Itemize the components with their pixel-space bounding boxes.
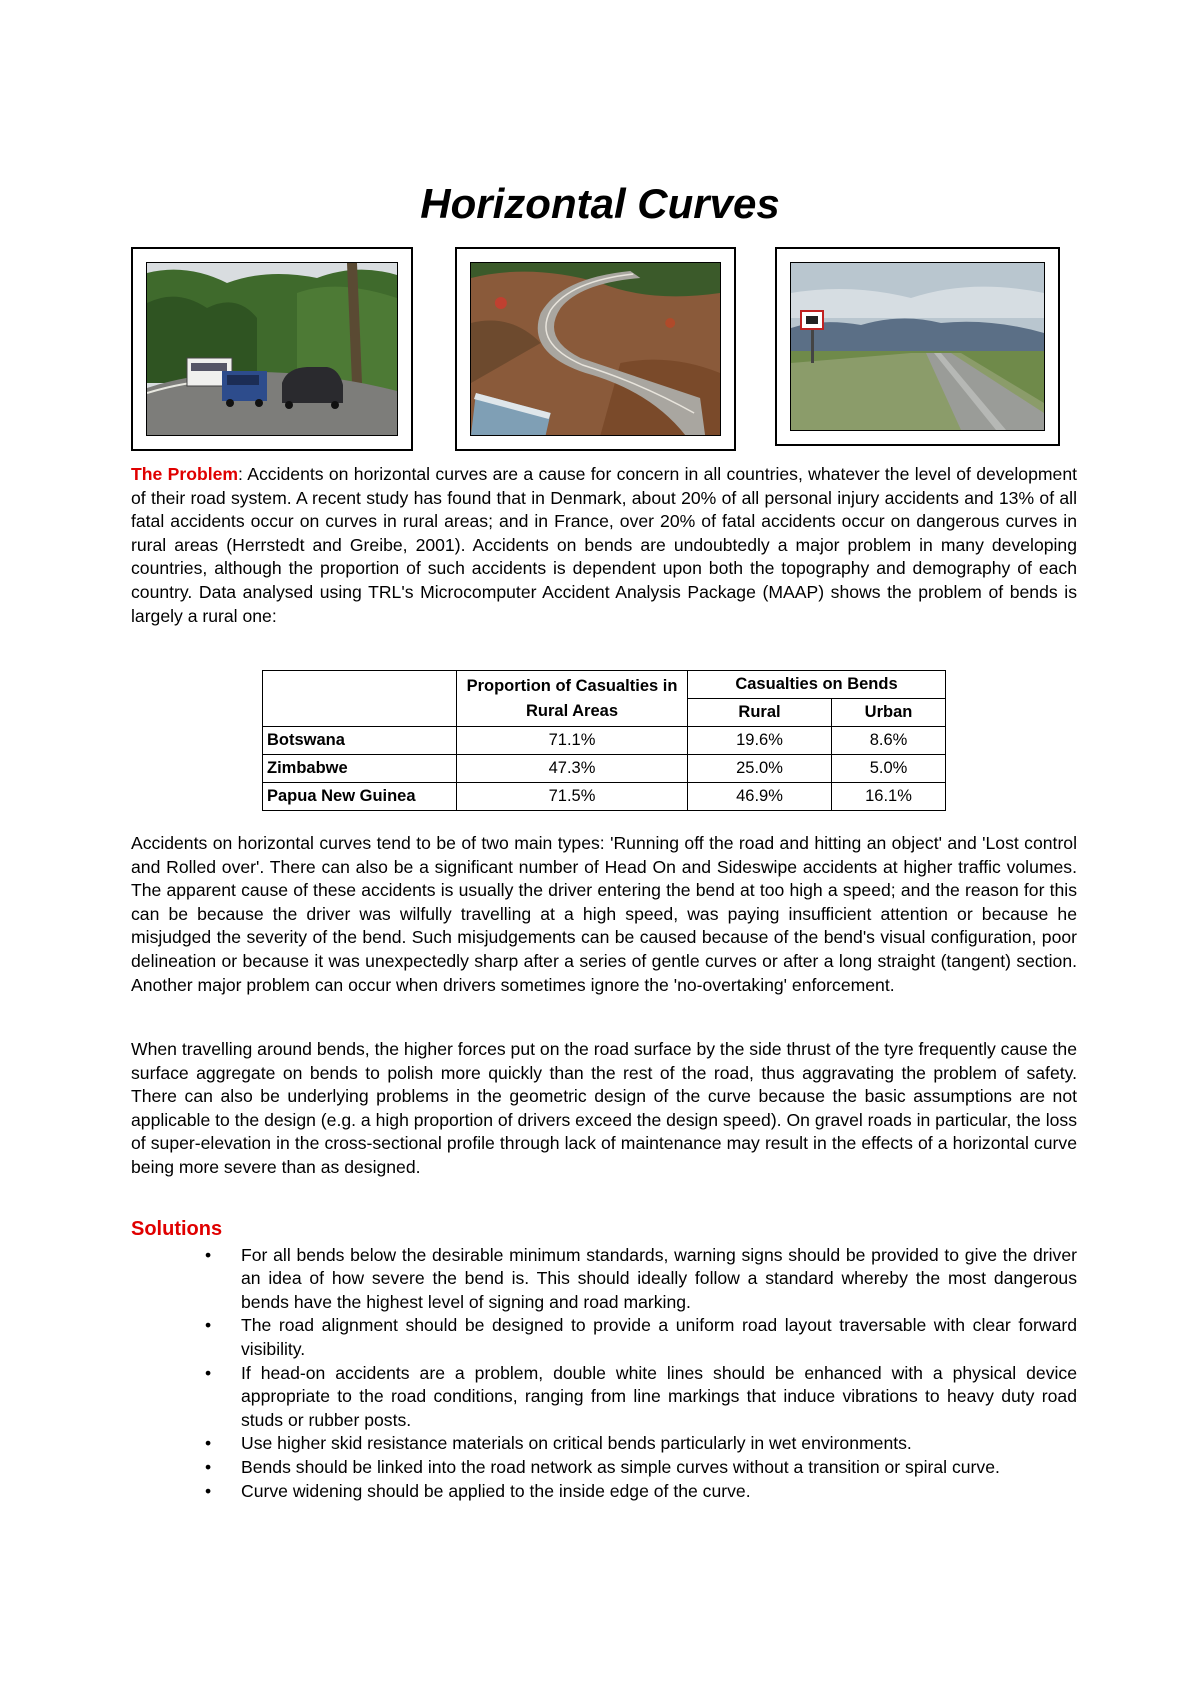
table-cell-country: Zimbabwe: [263, 755, 457, 783]
list-item: [131, 1480, 1077, 1504]
table-header-rural-areas: Proportion of Casualties in Rural Areas: [457, 671, 688, 727]
table-header-empty: [263, 671, 457, 727]
bullet-icon: •: [205, 1244, 212, 1265]
table-header-urban: Urban: [832, 699, 946, 727]
list-item: [131, 1314, 1077, 1361]
table-cell-rural: 46.9%: [688, 783, 832, 811]
casualties-table: [262, 670, 946, 811]
problem-paragraph: [131, 463, 1077, 628]
bullet-icon: •: [205, 1315, 212, 1336]
photo-frame-3: [775, 247, 1060, 446]
list-item: [131, 1456, 1077, 1480]
table-cell-rural: 19.6%: [688, 727, 832, 755]
solutions-heading: Solutions: [131, 1218, 223, 1240]
table-cell-rural: 25.0%: [688, 755, 832, 783]
list-item: [131, 1432, 1077, 1456]
table-cell-urban: 8.6%: [832, 727, 946, 755]
table-header-bends: Casualties on Bends: [688, 671, 946, 699]
table-cell-rural-areas: 71.5%: [457, 783, 688, 811]
table-cell-rural-areas: 71.1%: [457, 727, 688, 755]
solution-text: If head-on accidents are a problem, double white lines should be enhanced with a physical device appropriate to the road conditions, ranging from line markings that induce vibrations to heavy duty road studs or rubber posts.: [241, 1362, 1077, 1430]
problem-text: : Accidents on horizontal curves are a cause for concern in all countries, whatever the level of development of their road system. A recent study has found that in Denmark, about 20% of all personal injury accidents and 13% of all fatal accidents occur on curves in rural areas; and in France, over 20% of fatal accidents occur on dangerous curves in rural areas (Herrstedt and Greibe, 2001). Accidents on bends are undoubtedly a major problem in many developing countries, although the proportion of such accidents is dependent upon both the topography and demography of each country. Data analysed using TRL's Microcomputer Accident Analysis Package (MAAP) shows the problem of bends is largely a rural one:: [131, 464, 1077, 626]
bullet-icon: •: [205, 1456, 212, 1477]
solution-text: For all bends below the desirable minimum standards, warning signs should be provided to give the driver an idea of how severe the bend is. This should ideally follow a standard whereby the most dangerous bends have the highest level of signing and road marking.: [241, 1244, 1077, 1312]
solution-text: Bends should be linked into the road network as simple curves without a transition or spiral curve.: [241, 1456, 1000, 1477]
table-cell-rural-areas: 47.3%: [457, 755, 688, 783]
bullet-icon: •: [205, 1480, 212, 1501]
table-header-rural: Rural: [688, 699, 832, 727]
photo-frame-2: [455, 247, 736, 451]
table-row: [263, 727, 946, 755]
solution-text: The road alignment should be designed to provide a uniform road layout traversable with clear forward visibility.: [241, 1315, 1077, 1359]
bends-traffic-photo: [147, 263, 397, 435]
list-item: [131, 1362, 1077, 1433]
problem-label: The Problem: [131, 464, 239, 484]
table-cell-urban: 16.1%: [832, 783, 946, 811]
table-cell-country: Botswana: [263, 727, 457, 755]
table-cell-urban: 5.0%: [832, 755, 946, 783]
surface-polish-paragraph: When travelling around bends, the higher forces put on the road surface by the side thrust of the tyre frequently cause the surface aggregate on bends to polish more quickly than the rest of the road, thus aggravating the problem of safety. There can also be underlying problems in the geometric design of the curve because the basic assumptions are not applicable to the design (e.g. a high proportion of drivers exceed the design speed). On gravel roads in particular, the loss of super-elevation in the cross-sectional profile through lack of maintenance may result in the effects of a horizontal curve being more severe than as designed.: [131, 1039, 1077, 1177]
photo-frame-1: [131, 247, 413, 451]
winding-rural-road-photo: [471, 263, 720, 435]
table-row: [263, 755, 946, 783]
table-row: [263, 783, 946, 811]
solution-text: Use higher skid resistance materials on critical bends particularly in wet environments.: [241, 1433, 912, 1454]
table-header-row: [263, 671, 946, 699]
bullet-icon: •: [205, 1433, 212, 1454]
page-title: Horizontal Curves: [420, 180, 780, 227]
bullet-icon: •: [205, 1362, 212, 1383]
accident-types-paragraph: Accidents on horizontal curves tend to be of two main types: 'Running off the road and hitting an object' and 'Lost control and Rolled over'. There can also be a significant number of Head On and Sideswipe accidents at higher traffic volumes. The apparent cause of these accidents is usually the driver entering the bend at too high a speed; and the reason for this can be because the driver was wilfully travelling at a high speed, was paying insufficient attention or because he misjudged the severity of the bend. Such misjudgements can be caused because of the bend's visual configuration, poor delineation or because it was unexpectedly sharp after a series of gentle curves or after a long straight (tangent) section. Another major problem can occur when drivers sometimes ignore the 'no-overtaking' enforcement.: [131, 833, 1077, 995]
table-cell-country: Papua New Guinea: [263, 783, 457, 811]
solution-text: Curve widening should be applied to the inside edge of the curve.: [241, 1480, 751, 1501]
straight-rural-road-photo: [791, 263, 1044, 430]
solutions-list: [131, 1244, 1077, 1504]
list-item: [131, 1244, 1077, 1315]
